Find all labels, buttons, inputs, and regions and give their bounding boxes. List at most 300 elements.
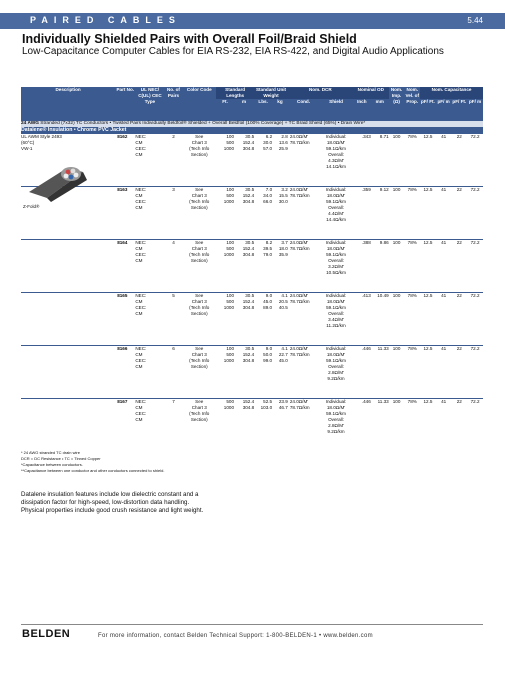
cell-line: 22.7 (278, 352, 288, 357)
dcr-conductor (288, 399, 319, 452)
velocity: 78% (404, 240, 420, 293)
impedance: 100 (389, 346, 405, 399)
th-nominal-od: Nominal OD (353, 87, 389, 99)
cell-line: CM (135, 364, 143, 369)
part-number: 8162 (115, 134, 135, 187)
cap-3: 22 (451, 399, 467, 452)
cell-line: Individual: (325, 346, 347, 351)
cell-line: 99.0 (263, 358, 273, 363)
part-number: 8164 (115, 240, 135, 293)
impedance: 100 (389, 293, 405, 346)
paragraph-line: Physical properties include good crush resistance and light weight. (21, 507, 204, 515)
cell-line: CM (135, 246, 143, 251)
th-cap-4: pF/ m (467, 99, 483, 121)
velocity: 78% (404, 134, 420, 187)
cell-line: VW-1 (21, 146, 33, 151)
cell-line: 100 (226, 293, 235, 298)
cell-line: 2.8Ω/M' (328, 370, 344, 375)
length-m (234, 240, 254, 293)
cell-line: 9.2Ω/km (327, 429, 345, 434)
cell-line: 18.0Ω/M' (326, 193, 346, 198)
pairs-count: 7 (165, 399, 183, 452)
cap-1: 12.5 (420, 399, 436, 452)
cell-line: Chart 3 (191, 405, 207, 410)
cell-line: Chart 3 (191, 299, 207, 304)
cell-line: See (195, 134, 204, 139)
cell-line: See (195, 187, 204, 192)
length-m (234, 187, 254, 240)
cell-line: 89.0 (263, 305, 273, 310)
cell-line: 30.0 (278, 199, 288, 204)
cell-line: 45.0 (263, 299, 273, 304)
od-mm: 10.49 (371, 293, 389, 346)
cell-line: NEC: (135, 346, 147, 351)
od-inch: .446 (353, 346, 371, 399)
cell-line: 40.5 (278, 305, 288, 310)
cell-line: 10.5Ω/km (326, 270, 346, 275)
cell-line: 30.5 (245, 346, 255, 351)
cell-line: 152.4 (242, 399, 255, 404)
velocity: 78% (404, 293, 420, 346)
cell-line: Individual: (325, 293, 347, 298)
cell-line: 59.1Ω/km (326, 411, 346, 416)
nec-type (135, 187, 164, 240)
zfold-label: Z-Fold® (23, 204, 40, 209)
cap-3: 22 (451, 293, 467, 346)
cell-line: 52.5 (263, 399, 273, 404)
cell-line: CEC: (135, 252, 147, 257)
weight-lbs (254, 240, 272, 293)
th-ft: Ft. (216, 99, 234, 121)
cell-line: 30.5 (245, 240, 255, 245)
footer-contact: For more information, contact Belden Technical Support: 1-800-BELDEN-1 • www.belden.com (98, 633, 373, 639)
section-title: PAIRED CABLES (30, 15, 181, 25)
od-mm: 11.33 (371, 346, 389, 399)
od-mm: 9.12 (371, 187, 389, 240)
cell-line: CM (135, 152, 143, 157)
cap-4: 72.2 (467, 187, 483, 240)
cap-4: 72.2 (467, 399, 483, 452)
dcr-conductor (288, 293, 319, 346)
th-kg: kg (272, 99, 288, 121)
cell-line: 152.4 (242, 193, 255, 198)
dcr-shield (319, 187, 353, 240)
cell-line: CM (135, 140, 143, 145)
cell-line: Section) (190, 417, 208, 422)
cell-line: CM (135, 417, 143, 422)
cell-line: CM (135, 258, 143, 263)
nec-type (135, 346, 164, 399)
cell-line: 500 (226, 246, 235, 251)
cell-line: 34.0 (263, 193, 273, 198)
cap-1: 12.5 (420, 187, 436, 240)
cell-line: Section) (190, 258, 208, 263)
weight-kg (272, 134, 288, 187)
footnote: **Capacitance between one conductor and other conductors connected to shield. (21, 468, 165, 473)
weight-kg (272, 346, 288, 399)
cell-line: CEC: (135, 411, 147, 416)
description-cell (21, 187, 115, 240)
weight-kg (272, 240, 288, 293)
cell-line: Individual: (325, 134, 347, 139)
th-m: m (234, 99, 254, 121)
paragraph-line: Datalene insulation features include low dielectric constant and a (21, 491, 199, 498)
length-ft (216, 399, 234, 452)
cell-line: 152.4 (242, 352, 255, 357)
color-code (182, 293, 216, 346)
cell-line: NEC: (135, 240, 147, 245)
cell-line: 78.7Ω/km (289, 352, 310, 357)
length-ft (216, 240, 234, 293)
belden-logo: BELDEN (22, 628, 71, 640)
cell-line: 24.0Ω/M' (289, 399, 309, 404)
description-cell (21, 134, 115, 209)
footnote: * 24 AWG stranded TC drain wire (21, 450, 80, 455)
cell-line: 35.9 (278, 252, 288, 257)
part-number: 8165 (115, 293, 135, 346)
cell-line: CM (135, 193, 143, 198)
cap-2: 41 (436, 187, 452, 240)
cell-line: 59.1Ω/km (326, 252, 346, 257)
cell-line: Chart 3 (191, 193, 207, 198)
cell-line: 18.0Ω/M' (326, 352, 346, 357)
length-m (234, 134, 254, 187)
cell-line: Overall: (328, 364, 344, 369)
cap-1: 12.5 (420, 240, 436, 293)
cell-line: Chart 3 (191, 246, 207, 251)
velocity: 78% (404, 346, 420, 399)
od-inch: .343 (353, 134, 371, 187)
cell-line: 3.4Ω/M' (328, 317, 344, 322)
cell-line: 304.8 (242, 405, 255, 410)
cell-line: 78.7Ω/km (289, 193, 310, 198)
cell-line: 100 (226, 134, 235, 139)
cell-line: 18.0 (278, 246, 288, 251)
cell-line: 78.7Ω/km (289, 299, 310, 304)
footnote: DCR = DC Resistance • TC = Tinned Copper (21, 456, 101, 461)
impedance: 100 (389, 187, 405, 240)
impedance: 100 (389, 134, 405, 187)
cell-line: 59.1Ω/km (326, 146, 346, 151)
table-row (21, 399, 483, 452)
th-cap-3: pF/ Ft. (451, 99, 467, 121)
cell-line: 2.8 (281, 134, 288, 139)
cap-4: 72.2 (467, 293, 483, 346)
th-nom-dcr: Nom. DCR (288, 87, 353, 99)
pairs-count: 3 (165, 187, 183, 240)
cell-line: 500 (226, 193, 235, 198)
cell-line: Section) (190, 205, 208, 210)
cell-line: 152.4 (242, 299, 255, 304)
nec-type (135, 399, 164, 452)
cell-line: 304.8 (242, 146, 255, 151)
cell-line: 1000 (223, 405, 235, 410)
color-code (182, 399, 216, 452)
cell-line: 152.4 (242, 140, 255, 145)
impedance: 100 (389, 399, 405, 452)
cell-line: 4.1 (281, 293, 288, 298)
cell-line: 4.4Ω/M' (328, 211, 344, 216)
cap-3: 22 (451, 346, 467, 399)
cell-line: CM (135, 205, 143, 210)
th-inch: Inch (353, 99, 371, 121)
dcr-conductor (288, 346, 319, 399)
th-cap-1: pF/ Ft. (420, 99, 436, 121)
cell-line: 18.0Ω/M' (326, 299, 346, 304)
description-cell (21, 293, 115, 346)
cell-line: 50.0 (263, 352, 273, 357)
cell-line: 39.5 (263, 246, 273, 251)
cell-line: 66.0 (263, 199, 273, 204)
cell-line: 500 (226, 399, 235, 404)
cell-line: 304.8 (242, 252, 255, 257)
section-header-bar (0, 13, 505, 29)
standard-line-awg: 24 AWG (21, 121, 39, 126)
description-cell (21, 240, 115, 293)
table-row (21, 134, 483, 187)
cell-line: 79.0 (263, 252, 273, 257)
page-title: Individually Shielded Pairs with Overall Foil/Braid Shield (22, 32, 357, 46)
standard-line-text: Stranded (7x32) TC Conductors • Twisted Pairs Individually Beldfoil® Shielded + Overall Beldfoil (100% Coverage) + TC Braid Shield (65%) • Drain Wire* (38, 121, 366, 126)
table-row (21, 293, 483, 346)
dcr-shield (319, 240, 353, 293)
cell-line: CEC: (135, 358, 147, 363)
color-code (182, 240, 216, 293)
length-m (234, 346, 254, 399)
dcr-conductor (288, 187, 319, 240)
color-code (182, 346, 216, 399)
cap-2: 41 (436, 293, 452, 346)
length-ft (216, 346, 234, 399)
cell-line: 30.5 (245, 187, 255, 192)
od-mm: 8.71 (371, 134, 389, 187)
cell-line: 30.0 (263, 140, 273, 145)
od-inch: .446 (353, 399, 371, 452)
cell-line: CEC: (135, 305, 147, 310)
th-nom-vel: Nom. Vel. of Prop. (404, 87, 420, 121)
jacket-line: Datalene® Insulation • Chrome PVC Jacket (21, 127, 483, 134)
od-mm: 9.86 (371, 240, 389, 293)
cell-line: See (195, 346, 204, 351)
part-number: 8166 (115, 346, 135, 399)
od-mm: 11.33 (371, 399, 389, 452)
table-row (21, 187, 483, 240)
od-inch: .359 (353, 187, 371, 240)
cell-line: 304.8 (242, 358, 255, 363)
dcr-shield (319, 346, 353, 399)
th-color-code: Color Code (182, 87, 216, 121)
cell-line: CM (135, 352, 143, 357)
od-inch: .388 (353, 240, 371, 293)
cell-line: 500 (226, 299, 235, 304)
cell-line: 1000 (223, 252, 235, 257)
cell-line: 4.3Ω/M' (328, 158, 344, 163)
cap-2: 41 (436, 240, 452, 293)
cell-line: 100 (226, 187, 235, 192)
page-subtitle: Low-Capacitance Computer Cables for EIA RS-232, EIA RS-422, and Digital Audio Applications (22, 46, 444, 57)
cell-line: Section) (190, 364, 208, 369)
nec-type (135, 134, 164, 187)
cell-line: 500 (226, 352, 235, 357)
cell-line: Overall: (328, 205, 344, 210)
dcr-shield (319, 134, 353, 187)
th-mm: mm (371, 99, 389, 121)
th-lbs: Lbs. (254, 99, 272, 121)
footnotes (21, 450, 164, 474)
cell-line: 24.0Ω/M' (289, 134, 309, 139)
cell-line: Individual: (325, 240, 347, 245)
cell-line: CM (135, 299, 143, 304)
cell-line: 59.1Ω/km (326, 305, 346, 310)
th-ul-type: UL NEC/ C(UL) CEC Type (135, 87, 164, 121)
footer-divider (21, 624, 483, 625)
cap-2: 41 (436, 399, 452, 452)
color-code (182, 134, 216, 187)
cell-line: NEC: (135, 293, 147, 298)
cell-line: See (195, 293, 204, 298)
weight-lbs (254, 346, 272, 399)
cell-line: 1000 (223, 358, 235, 363)
cap-2: 41 (436, 346, 452, 399)
cell-line: 14.4Ω/km (326, 217, 346, 222)
cell-line: 9.0 (265, 293, 273, 298)
cap-3: 22 (451, 134, 467, 187)
th-cap-2: pF/ m (436, 99, 452, 121)
cell-line: (Tech Info (189, 358, 210, 363)
cell-line: (Tech Info (189, 252, 210, 257)
cell-line: Chart 3 (191, 352, 207, 357)
cell-line: 14.1Ω/km (326, 164, 346, 169)
cell-line: Section) (190, 152, 208, 157)
cell-line: 78.7Ω/km (289, 140, 310, 145)
cell-line: (60°C) (21, 140, 35, 145)
pairs-count: 4 (165, 240, 183, 293)
th-part-no: Part No. (115, 87, 135, 121)
cell-line: 25.9 (278, 146, 288, 151)
cell-line: Overall: (328, 311, 344, 316)
cell-line: 24.0Ω/M' (289, 293, 309, 298)
th-shield: Shield (319, 99, 353, 121)
cap-1: 12.5 (420, 134, 436, 187)
weight-lbs (254, 293, 272, 346)
weight-kg (272, 187, 288, 240)
cell-line: 20.5 (278, 299, 288, 304)
cell-line: NEC: (135, 399, 147, 404)
cell-line: 11.2Ω/km (326, 323, 346, 328)
color-code (182, 187, 216, 240)
part-number: 8163 (115, 187, 135, 240)
footnote: *Capacitance between conductors. (21, 462, 83, 467)
cell-line: 1000 (223, 199, 235, 204)
cell-line: 30.5 (245, 293, 255, 298)
cell-line: 30.5 (245, 134, 255, 139)
weight-kg (272, 293, 288, 346)
cell-line: 15.5 (278, 193, 288, 198)
cell-line: 59.1Ω/km (326, 199, 346, 204)
table-row (21, 346, 483, 399)
length-m (234, 399, 254, 452)
th-std-weight: Standard Unit Weight (255, 87, 287, 98)
cell-line: 45.0 (278, 358, 288, 363)
page-number: 5.44 (467, 16, 483, 25)
cap-2: 41 (436, 134, 452, 187)
cell-line: CM (135, 405, 143, 410)
cell-line: CEC: (135, 199, 147, 204)
weight-lbs (254, 134, 272, 187)
nec-type (135, 240, 164, 293)
cell-line: 304.8 (242, 199, 255, 204)
pairs-count: 5 (165, 293, 183, 346)
description-cell (21, 346, 115, 399)
nec-type (135, 293, 164, 346)
cell-line: CEC: (135, 146, 147, 151)
cell-line: 24.0Ω/M' (289, 187, 309, 192)
length-ft (216, 187, 234, 240)
cell-line: 9.0 (265, 346, 273, 351)
cell-line: 46.7 (278, 405, 288, 410)
cell-line: Overall: (328, 258, 344, 263)
cap-4: 72.2 (467, 240, 483, 293)
table-row (21, 240, 483, 293)
cap-1: 12.5 (420, 293, 436, 346)
th-nom-cap: Nom. Capacitance (420, 87, 483, 99)
th-description: Description (21, 87, 115, 121)
th-pairs: No. of Pairs (165, 87, 183, 121)
th-nom-imp: Nom. Imp. (Ω) (389, 87, 405, 121)
cell-line: 57.0 (263, 146, 273, 151)
cell-line: 24.0Ω/M' (289, 240, 309, 245)
velocity: 78% (404, 399, 420, 452)
pairs-count: 2 (165, 134, 183, 187)
part-number: 8167 (115, 399, 135, 452)
cell-line: 18.0Ω/M' (326, 140, 346, 145)
cell-line: 9.2Ω/km (327, 376, 345, 381)
weight-kg (272, 399, 288, 452)
cell-line: Section) (190, 311, 208, 316)
cell-line: UL AWM Style 2493 (21, 134, 62, 139)
th-std-lengths: Standard Lengths (216, 87, 254, 99)
length-ft (216, 293, 234, 346)
cell-line: 3.2Ω/M' (328, 264, 344, 269)
cell-line: NEC: (135, 134, 147, 139)
spec-table (21, 87, 483, 451)
cell-line: 152.4 (242, 246, 255, 251)
cap-4: 72.2 (467, 134, 483, 187)
dcr-shield (319, 399, 353, 452)
weight-lbs (254, 187, 272, 240)
cell-line: (Tech Info (189, 146, 210, 151)
cell-line: 100 (226, 240, 235, 245)
cell-line: Individual: (325, 399, 347, 404)
th-cond: Cond. (288, 99, 319, 121)
cell-line: (Tech Info (189, 305, 210, 310)
cell-line: 24.0Ω/M' (289, 346, 309, 351)
cap-3: 22 (451, 187, 467, 240)
cell-line: (Tech Info (189, 199, 210, 204)
cell-line: 18.0Ω/M' (326, 246, 346, 251)
cell-line: (Tech Info (189, 411, 210, 416)
cell-line: 304.8 (242, 305, 255, 310)
weight-lbs (254, 399, 272, 452)
cell-line: 3.2 (281, 187, 288, 192)
length-ft (216, 134, 234, 187)
cell-line: See (195, 240, 204, 245)
cell-line: NEC: (135, 187, 147, 192)
description-cell (21, 399, 115, 452)
cell-line: 6.2 (265, 134, 273, 139)
cell-line: 7.0 (265, 187, 273, 192)
cell-line: 23.9 (278, 399, 288, 404)
